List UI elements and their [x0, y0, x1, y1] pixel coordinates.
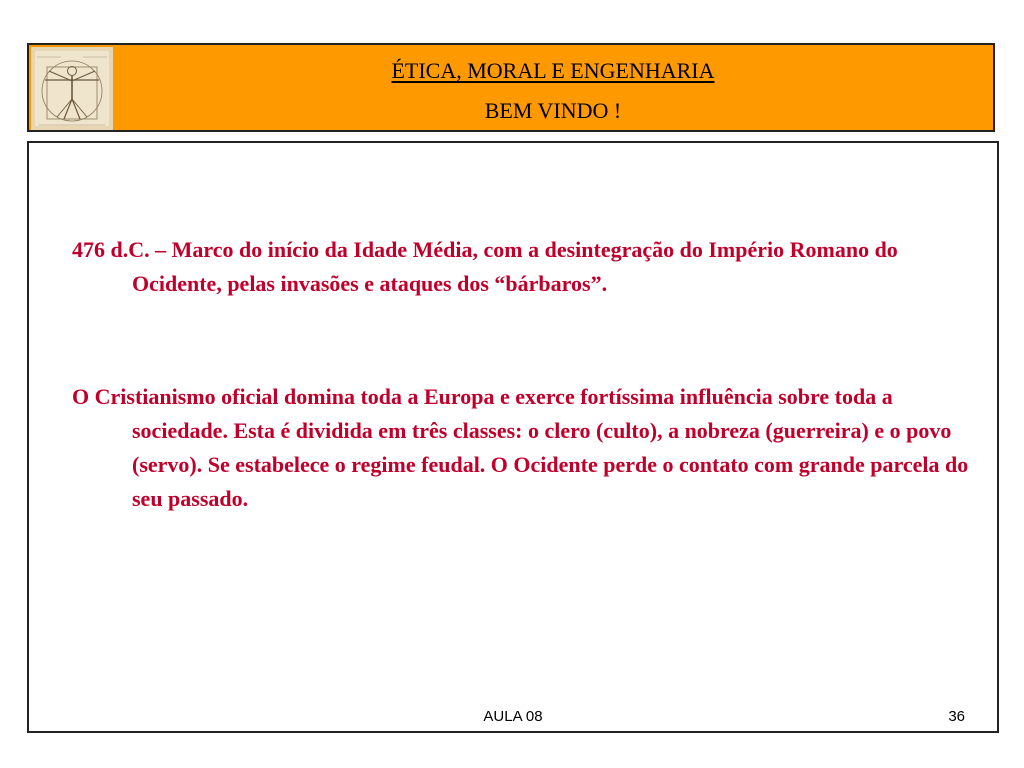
page-number: 36: [948, 708, 965, 725]
paragraph-middle-ages: 476 d.C. – Marco do início da Idade Média, com a desintegração do Império Romano do Ocidente, pelas invasões e ataques dos “bárbaros”.: [72, 237, 898, 296]
header-banner: [27, 43, 995, 132]
vitruvian-man-icon: [31, 47, 113, 130]
page-title: ÉTICA, MORAL E ENGENHARIA: [391, 58, 715, 83]
page-subtitle: BEM VINDO !: [484, 98, 622, 123]
paragraph-christianity: O Cristianismo oficial domina toda a Europa e exerce fortíssima influência sobre toda a sociedade. Esta é dividida em três classes: o clero (culto), a nobreza (guerreira) e o povo (servo). Se estabelece o regime feudal. O Ocidente perde o contato com grande parcela do seu passado.: [72, 384, 969, 511]
footer-lesson-label: AULA 08: [483, 708, 543, 725]
content-panel: [27, 141, 999, 733]
